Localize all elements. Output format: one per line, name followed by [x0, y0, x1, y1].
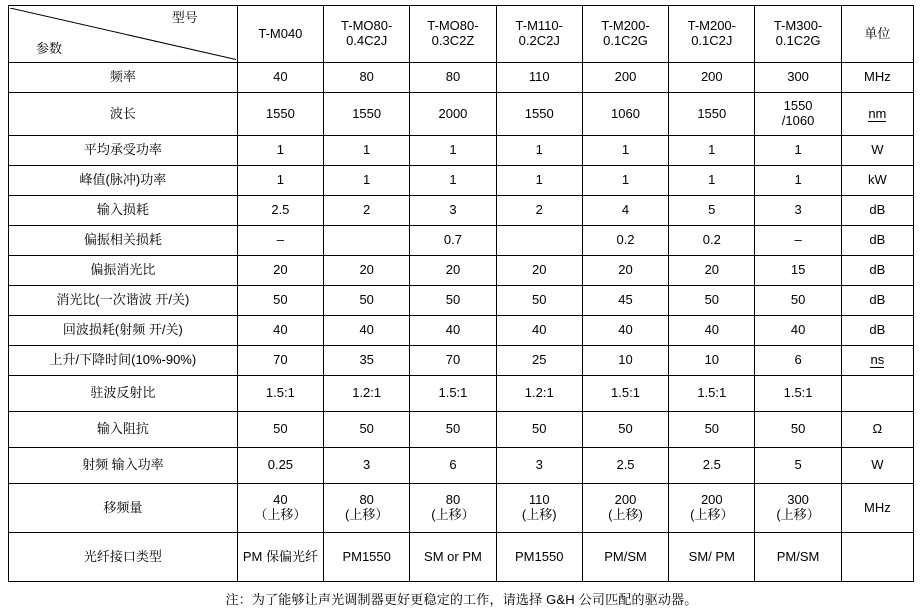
- value-cell: 1.5:1: [582, 376, 668, 412]
- unit-cell: dB: [841, 316, 913, 346]
- value-cell: 40: [410, 316, 496, 346]
- table-header-row: [9, 6, 914, 63]
- value-cell: 40: [324, 316, 410, 346]
- unit-cell: [841, 346, 913, 376]
- value-cell: 40: [669, 316, 755, 346]
- value-cell: 1: [237, 166, 323, 196]
- table-row: [9, 226, 914, 256]
- param-label: 峰值(脉冲)功率: [9, 166, 238, 196]
- unit-cell: Ω: [841, 412, 913, 448]
- value-cell: SM/ PM: [669, 533, 755, 582]
- unit-header: 单位: [841, 6, 913, 63]
- diagonal-header-inner: [10, 8, 236, 60]
- value-cell: 1550: [496, 93, 582, 136]
- value-cell: 6: [755, 346, 841, 376]
- value-cell: 50: [410, 286, 496, 316]
- value-cell: 1.5:1: [755, 376, 841, 412]
- value-cell: SM or PM: [410, 533, 496, 582]
- value-cell: 2000: [410, 93, 496, 136]
- value-cell: PM 保偏光纤: [237, 533, 323, 582]
- unit-text: ns: [870, 352, 885, 368]
- model-header-2: T-MO80- 0.3C2Z: [410, 6, 496, 63]
- table-row: [9, 316, 914, 346]
- value-cell: 45: [582, 286, 668, 316]
- value-cell: 1.5:1: [237, 376, 323, 412]
- value-cell: 50: [410, 412, 496, 448]
- value-cell: 200: [582, 63, 668, 93]
- value-cell: 1550: [324, 93, 410, 136]
- value-cell: 5: [755, 448, 841, 484]
- param-label: 移频量: [9, 484, 238, 533]
- model-header-0: T-M040: [237, 6, 323, 63]
- value-cell: 1.2:1: [496, 376, 582, 412]
- value-cell: 40: [755, 316, 841, 346]
- value-cell: 3: [324, 448, 410, 484]
- table-row: [9, 376, 914, 412]
- model-header-6: T-M300- 0.1C2G: [755, 6, 841, 63]
- value-cell: 40: [496, 316, 582, 346]
- value-cell: 1: [582, 166, 668, 196]
- table-row: [9, 286, 914, 316]
- value-cell: 50: [237, 286, 323, 316]
- value-cell: 50: [324, 412, 410, 448]
- value-cell: 3: [496, 448, 582, 484]
- value-cell: 200: [669, 63, 755, 93]
- value-cell: 300: [755, 63, 841, 93]
- value-cell: 1: [582, 136, 668, 166]
- value-cell: 35: [324, 346, 410, 376]
- param-label: 输入损耗: [9, 196, 238, 226]
- unit-cell: W: [841, 136, 913, 166]
- param-label: 光纤接口类型: [9, 533, 238, 582]
- value-cell: 50: [669, 286, 755, 316]
- value-cell: 2.5: [237, 196, 323, 226]
- value-cell: 1: [669, 136, 755, 166]
- unit-cell: kW: [841, 166, 913, 196]
- value-cell: 2: [496, 196, 582, 226]
- value-cell: 1: [410, 166, 496, 196]
- param-label: 频率: [9, 63, 238, 93]
- value-cell: 10: [582, 346, 668, 376]
- value-cell: 40: [237, 63, 323, 93]
- value-cell: 1: [237, 136, 323, 166]
- table-row: [9, 166, 914, 196]
- unit-cell: [841, 376, 913, 412]
- param-label: 回波损耗(射频 开/关): [9, 316, 238, 346]
- value-cell: 70: [410, 346, 496, 376]
- value-cell: 300 (上移）: [755, 484, 841, 533]
- param-label: 上升/下降时间(10%-90%): [9, 346, 238, 376]
- value-cell: 1: [755, 166, 841, 196]
- value-cell: 1: [496, 166, 582, 196]
- value-cell: 10: [669, 346, 755, 376]
- value-cell: [496, 226, 582, 256]
- value-cell: 200 (上移): [582, 484, 668, 533]
- table-row: [9, 533, 914, 582]
- value-cell: 50: [755, 286, 841, 316]
- param-label: 射频 输入功率: [9, 448, 238, 484]
- table-row: [9, 93, 914, 136]
- specification-table: [8, 5, 914, 582]
- value-cell: 1: [669, 166, 755, 196]
- value-cell: 20: [669, 256, 755, 286]
- value-cell: 50: [324, 286, 410, 316]
- value-cell: 20: [582, 256, 668, 286]
- value-cell: 50: [496, 412, 582, 448]
- table-row: [9, 448, 914, 484]
- value-cell: 80: [410, 63, 496, 93]
- value-cell: 20: [410, 256, 496, 286]
- table-row: [9, 346, 914, 376]
- param-label: 输入阻抗: [9, 412, 238, 448]
- value-cell: 0.7: [410, 226, 496, 256]
- table-row: [9, 256, 914, 286]
- unit-cell: dB: [841, 256, 913, 286]
- unit-cell: dB: [841, 196, 913, 226]
- model-header-5: T-M200- 0.1C2J: [669, 6, 755, 63]
- value-cell: 200 (上移）: [669, 484, 755, 533]
- value-cell: 5: [669, 196, 755, 226]
- value-cell: 4: [582, 196, 668, 226]
- value-cell: 1: [324, 136, 410, 166]
- value-cell: 80 (上移）: [410, 484, 496, 533]
- value-cell: 25: [496, 346, 582, 376]
- unit-cell: dB: [841, 226, 913, 256]
- value-cell: 1.2:1: [324, 376, 410, 412]
- value-cell: 0.2: [582, 226, 668, 256]
- footnote: 注：为了能够让声光调制器更好更稳定的工作，请选择 G&H 公司匹配的驱动器。: [225, 592, 698, 607]
- value-cell: 6: [410, 448, 496, 484]
- unit-cell: W: [841, 448, 913, 484]
- unit-cell: dB: [841, 286, 913, 316]
- unit-cell: [841, 93, 913, 136]
- value-cell: 1.5:1: [410, 376, 496, 412]
- value-cell: 0.25: [237, 448, 323, 484]
- value-cell: 40: [582, 316, 668, 346]
- value-cell: PM1550: [496, 533, 582, 582]
- value-cell: 50: [669, 412, 755, 448]
- param-label: 驻波反射比: [9, 376, 238, 412]
- value-cell: 1: [755, 136, 841, 166]
- value-cell: 80: [324, 63, 410, 93]
- value-cell: 40 （上移）: [237, 484, 323, 533]
- value-cell: 2.5: [582, 448, 668, 484]
- value-cell: PM/SM: [755, 533, 841, 582]
- param-label: 消光比(一次谐波 开/关): [9, 286, 238, 316]
- param-label: 平均承受功率: [9, 136, 238, 166]
- param-label: 偏振消光比: [9, 256, 238, 286]
- model-header-1: T-MO80- 0.4C2J: [324, 6, 410, 63]
- table-body: [9, 63, 914, 582]
- diagonal-header-cell: [9, 6, 238, 63]
- unit-cell: MHz: [841, 63, 913, 93]
- value-cell: 3: [755, 196, 841, 226]
- value-cell: 20: [324, 256, 410, 286]
- value-cell: PM/SM: [582, 533, 668, 582]
- param-label: 偏振相关损耗: [9, 226, 238, 256]
- value-cell: 50: [582, 412, 668, 448]
- value-cell: 2.5: [669, 448, 755, 484]
- value-cell: 50: [496, 286, 582, 316]
- value-cell: [324, 226, 410, 256]
- table-row: [9, 484, 914, 533]
- value-cell: 20: [237, 256, 323, 286]
- value-cell: 20: [496, 256, 582, 286]
- value-cell: 50: [237, 412, 323, 448]
- value-cell: 50: [755, 412, 841, 448]
- header-model-label: 型号: [171, 10, 198, 25]
- value-cell: 80 (上移）: [324, 484, 410, 533]
- value-cell: 110 (上移): [496, 484, 582, 533]
- table-row: [9, 63, 914, 93]
- value-cell: 1060: [582, 93, 668, 136]
- value-cell: 3: [410, 196, 496, 226]
- value-cell: 1550 /1060: [755, 93, 841, 136]
- table-row: [9, 196, 914, 226]
- model-header-3: T-M110- 0.2C2J: [496, 6, 582, 63]
- model-header-4: T-M200- 0.1C2G: [582, 6, 668, 63]
- value-cell: 1: [496, 136, 582, 166]
- value-cell: –: [755, 226, 841, 256]
- table-row: [9, 412, 914, 448]
- value-cell: 15: [755, 256, 841, 286]
- value-cell: 1550: [669, 93, 755, 136]
- unit-cell: MHz: [841, 484, 913, 533]
- value-cell: 1: [410, 136, 496, 166]
- value-cell: 1550: [237, 93, 323, 136]
- value-cell: 110: [496, 63, 582, 93]
- value-cell: 70: [237, 346, 323, 376]
- value-cell: –: [237, 226, 323, 256]
- table-row: [9, 136, 914, 166]
- value-cell: 0.2: [669, 226, 755, 256]
- unit-text: nm: [868, 105, 887, 121]
- value-cell: 2: [324, 196, 410, 226]
- value-cell: 1.5:1: [669, 376, 755, 412]
- unit-cell: [841, 533, 913, 582]
- value-cell: PM1550: [324, 533, 410, 582]
- header-param-label: 参数: [36, 41, 63, 57]
- value-cell: 1: [324, 166, 410, 196]
- value-cell: 40: [237, 316, 323, 346]
- param-label: 波长: [9, 93, 238, 136]
